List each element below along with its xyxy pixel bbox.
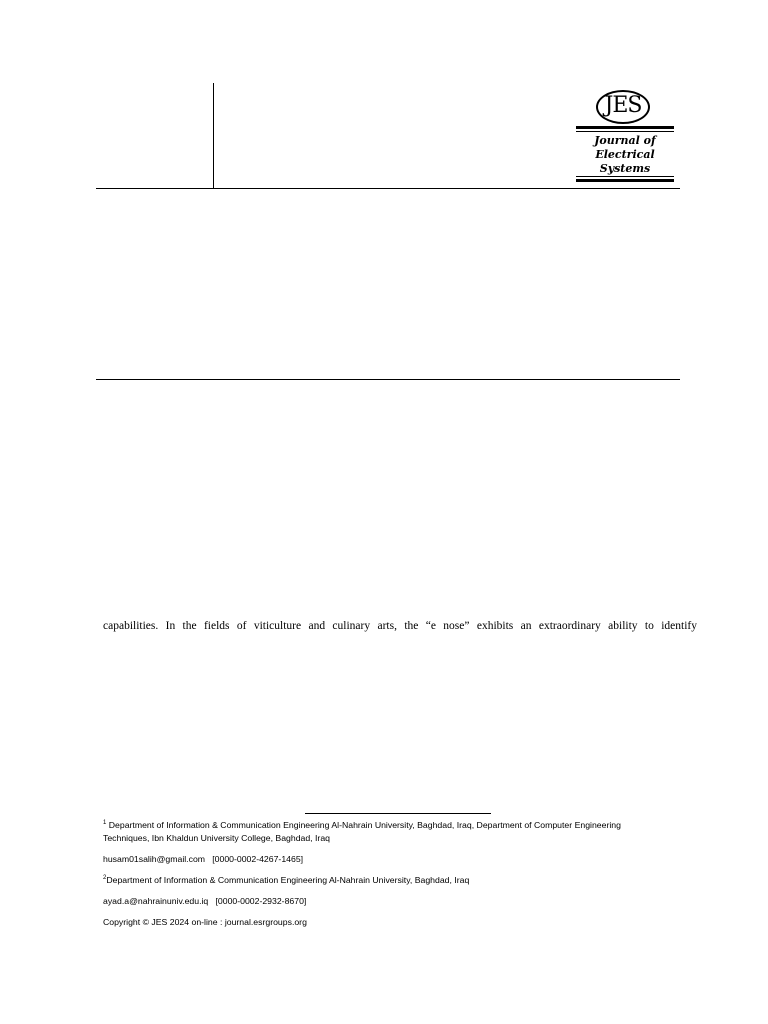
logo-top-bar-thin [576, 131, 674, 132]
affiliation-2-marker: 2 [103, 875, 107, 882]
logo-text-line-2: Electrical [595, 148, 655, 161]
affiliation-1-line-1: Department of Information & Communication Engineering Al-Nahrain University, Baghdad, Iraq, Department of Computer Engineering [106, 820, 621, 830]
author-1-email: husam01salih@gmail.com [0000-0002-4267-1465] [103, 854, 304, 864]
logo-text-line-3: Systems [599, 162, 651, 175]
body-text-line: capabilities. In the fields of viticulture and culinary arts, the “e nose” exhibits an extraordinary ability to identify [103, 620, 697, 632]
footnote-affiliation-2 [103, 874, 469, 887]
journal-logo [574, 88, 676, 186]
logo-top-bar [576, 126, 674, 129]
logo-bottom-bar [576, 179, 674, 182]
header-bottom-rule [96, 188, 680, 189]
logo-bottom-bar-thin [576, 176, 674, 177]
footnote-affiliation-1-continued: Techniques, Ibn Khaldun University College, Baghdad, Iraq [103, 833, 330, 843]
copyright-notice: Copyright © JES 2024 on-line : journal.esrgroups.org [103, 917, 307, 927]
author-2-email: ayad.a@nahrainuniv.edu.iq [0000-0002-2932-8670] [103, 896, 307, 906]
abstract-bottom-rule [96, 379, 680, 380]
logo-text-line-1: Journal of [594, 134, 656, 147]
logo-abbreviation: JES [604, 93, 642, 118]
header-vertical-divider [213, 83, 214, 189]
affiliation-1-marker: 1 [103, 820, 107, 827]
footnote-separator [305, 813, 491, 814]
affiliation-2-line: Department of Information & Communication Engineering Al-Nahrain University, Baghdad, Iraq [106, 875, 470, 885]
footnote-affiliation-1 [103, 819, 621, 832]
